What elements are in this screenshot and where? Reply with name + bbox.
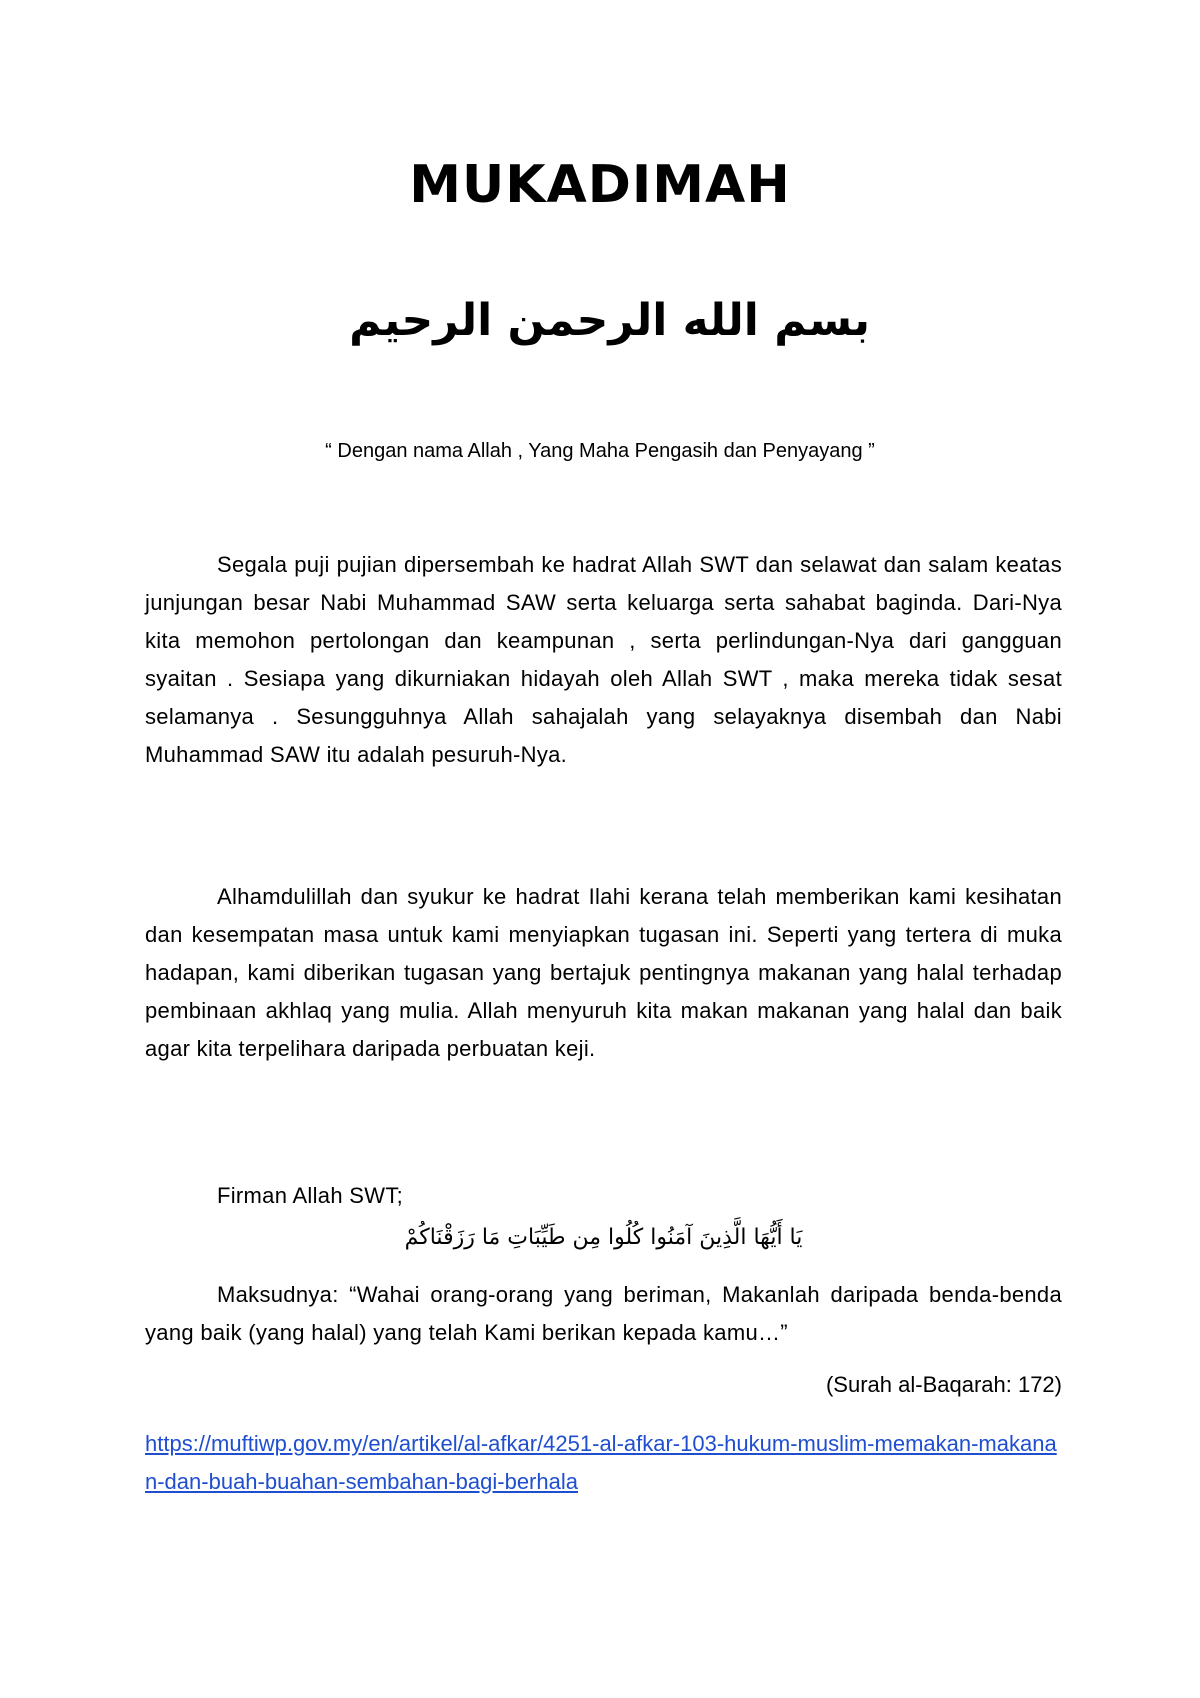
quran-verse-arabic: يَا أَيُّهَا الَّذِينَ آمَنُوا كُلُوا مِن طَيِّبَاتِ مَا رَزَقْنَاكُمْ [404, 1225, 803, 1250]
reference-link[interactable]: https://muftiwp.gov.my/en/artikel/al-afkar/4251-al-afkar-103-hukum-muslim-memakan-makanan-dan-buah-buahan-sembahan-bagi-berhala [145, 1431, 1057, 1494]
basmala-translation: “ Dengan nama Allah , Yang Maha Pengasih dan Penyayang ” [325, 440, 875, 462]
paragraph-1: Segala puji pujian dipersembah ke hadrat Allah SWT dan selawat dan salam keatas junjungan besar Nabi Muhammad SAW serta keluarga serta sahabat baginda. Dari-Nya kita memohon pertolongan dan keampunan , serta perlindungan-Nya dari gangguan syaitan . Sesiapa yang dikurniakan hidayah oleh Allah SWT , maka mereka tidak sesat selamanya . Sesungguhnya Allah sahajalah yang selayaknya disembah dan Nabi Muhammad SAW itu adalah pesuruh-Nya. [145, 552, 1062, 767]
firman-label: Firman Allah SWT; [217, 1183, 404, 1208]
surah-reference: (Surah al-Baqarah: 172) [825, 1372, 1062, 1397]
verse-meaning: Maksudnya: “Wahai orang-orang yang beriman, Makanlah daripada benda-benda yang baik (yang halal) yang telah Kami berikan kepada kamu…” [145, 1282, 1062, 1345]
page-title: MUKADIMAH [409, 155, 791, 215]
paragraph-2: Alhamdulillah dan syukur ke hadrat Ilahi kerana telah memberikan kami kesihatan dan kesempatan masa untuk kami menyiapkan tugasan ini. Seperti yang tertera di muka hadapan, kami diberikan tugasan yang bertajuk pentingnya makanan yang halal terhadap pembinaan akhlaq yang mulia. Allah menyuruh kita makan makanan yang halal dan baik agar kita terpelihara daripada perbuatan keji. [145, 884, 1062, 1061]
basmala-calligraphy: بسم الله الرحمن الرحيم [349, 295, 870, 346]
